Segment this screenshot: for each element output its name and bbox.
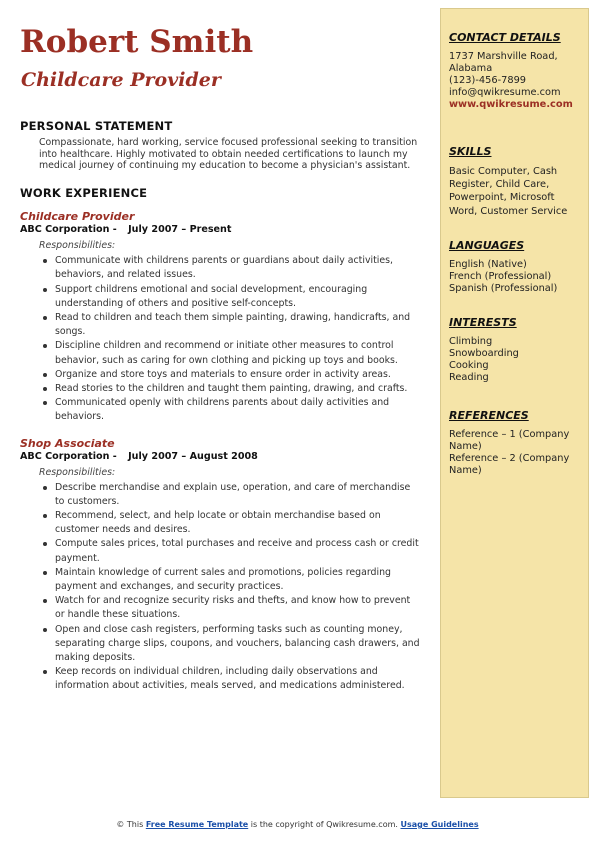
duty-item: Maintain knowledge of current sales and promotions, policies regarding payment and exchanges, and security practices. <box>55 566 420 594</box>
duty-item: Recommend, select, and help locate or obtain merchandise based on customer needs and desires. <box>55 509 420 537</box>
duty-item: Watch for and recognize security risks and thefts, and know how to prevent or handle these situations. <box>55 594 420 622</box>
duty-item: Describe merchandise and explain use, operation, and care of merchandise to customers. <box>55 481 420 509</box>
language-item: English (Native) <box>449 258 527 270</box>
responsibilities-label: Responsibilities: <box>39 240 116 252</box>
footer <box>0 820 595 829</box>
duty-item: Read stories to the children and taught them painting, drawing, and crafts. <box>55 382 420 396</box>
contact-phone: (123)-456-7899 <box>449 75 527 86</box>
job-meta <box>20 451 420 463</box>
job-dates: July 2007 – Present <box>128 224 232 236</box>
sidebar-content <box>449 31 584 477</box>
section-title-contact: CONTACT DETAILS <box>449 31 561 44</box>
personal-statement-section <box>20 119 420 172</box>
job-title: Childcare Provider <box>20 210 135 224</box>
duty-item: Compute sales prices, total purchases and receive and process cash or credit payment. <box>55 537 420 565</box>
free-resume-template-link[interactable]: Free Resume Template <box>145 820 249 829</box>
section-title-references: REFERENCES <box>449 408 529 422</box>
contact-email[interactable]: info@qwikresume.com <box>449 87 561 98</box>
duty-item: Discipline children and recommend or initiate other measures to control behavior, such as caring for own clothing and picking up toys and books. <box>55 339 420 367</box>
sidebar <box>440 8 589 798</box>
languages-section <box>449 239 584 295</box>
duty-item: Communicate with childrens parents or guardians about daily activities, behaviors, and related issues. <box>55 254 420 282</box>
duty-item: Read to children and teach them simple painting, drawing, handicrafts, and songs. <box>55 311 420 339</box>
work-experience-section <box>20 186 420 693</box>
interests-section <box>449 316 584 384</box>
section-title-work-experience: WORK EXPERIENCE <box>20 186 148 201</box>
language-item: French (Professional) <box>449 270 552 282</box>
main-column <box>20 22 420 694</box>
job-company: ABC Corporation - <box>20 450 117 462</box>
contact-website[interactable]: www.qwikresume.com <box>449 99 573 110</box>
contact-address: 1737 Marshville Road, Alabama <box>449 51 558 74</box>
section-title-interests: INTERESTS <box>449 315 517 329</box>
duty-item: Support childrens emotional and social development, encouraging understanding of others and positive self-concepts. <box>55 283 420 311</box>
language-item: Spanish (Professional) <box>449 282 558 294</box>
usage-guidelines-link[interactable]: Usage Guidelines <box>400 820 479 829</box>
duties-list <box>20 254 420 424</box>
interest-item: Climbing <box>449 335 493 347</box>
job-meta <box>20 224 420 236</box>
section-title-personal-statement: PERSONAL STATEMENT <box>20 119 173 133</box>
duties-list <box>20 481 420 694</box>
reference-item: Reference – 1 (Company Name) <box>449 428 570 452</box>
interest-item: Reading <box>449 371 489 383</box>
interest-item: Cooking <box>449 359 489 371</box>
skills-section <box>449 145 584 218</box>
job-entry <box>20 437 420 694</box>
duty-item: Organize and store toys and materials to ensure order in activity areas. <box>55 368 420 382</box>
section-title-skills: SKILLS <box>449 145 492 158</box>
interest-item: Snowboarding <box>449 347 519 359</box>
responsibilities-label: Responsibilities: <box>39 466 116 478</box>
skills-text: Basic Computer, Cash Register, Child Care, Powerpoint, Microsoft Word, Customer Service <box>449 166 568 217</box>
duty-item: Open and close cash registers, performing tasks such as counting money, separating charge slips, coupons, and vouchers, balancing cash drawers, and making deposits. <box>55 623 420 666</box>
contact-section <box>449 31 584 111</box>
candidate-role: Childcare Provider <box>21 69 221 91</box>
job-dates: July 2007 – August 2008 <box>128 450 258 462</box>
reference-item: Reference – 2 (Company Name) <box>449 452 570 476</box>
references-section <box>449 409 584 477</box>
footer-copyright: is the copyright of Qwikresume.com. <box>250 820 398 829</box>
duty-item: Keep records on individual children, including daily observations and information about activities, meals served, and medications administered. <box>55 665 420 693</box>
footer-prefix: © This <box>116 820 144 829</box>
section-title-languages: LANGUAGES <box>449 238 525 252</box>
job-entry <box>20 210 420 424</box>
job-title: Shop Associate <box>20 436 115 450</box>
duty-item: Communicated openly with childrens parents about daily activities and behaviors. <box>55 396 420 424</box>
candidate-name: Robert Smith <box>20 24 254 60</box>
personal-statement-text: Compassionate, hard working, service focused professional seeking to transition into healthcare. Highly motivated to obtain needed certifications to launch my medical journey of continuing my education to become a physician's assistant. <box>39 137 418 172</box>
job-company: ABC Corporation - <box>20 224 117 236</box>
